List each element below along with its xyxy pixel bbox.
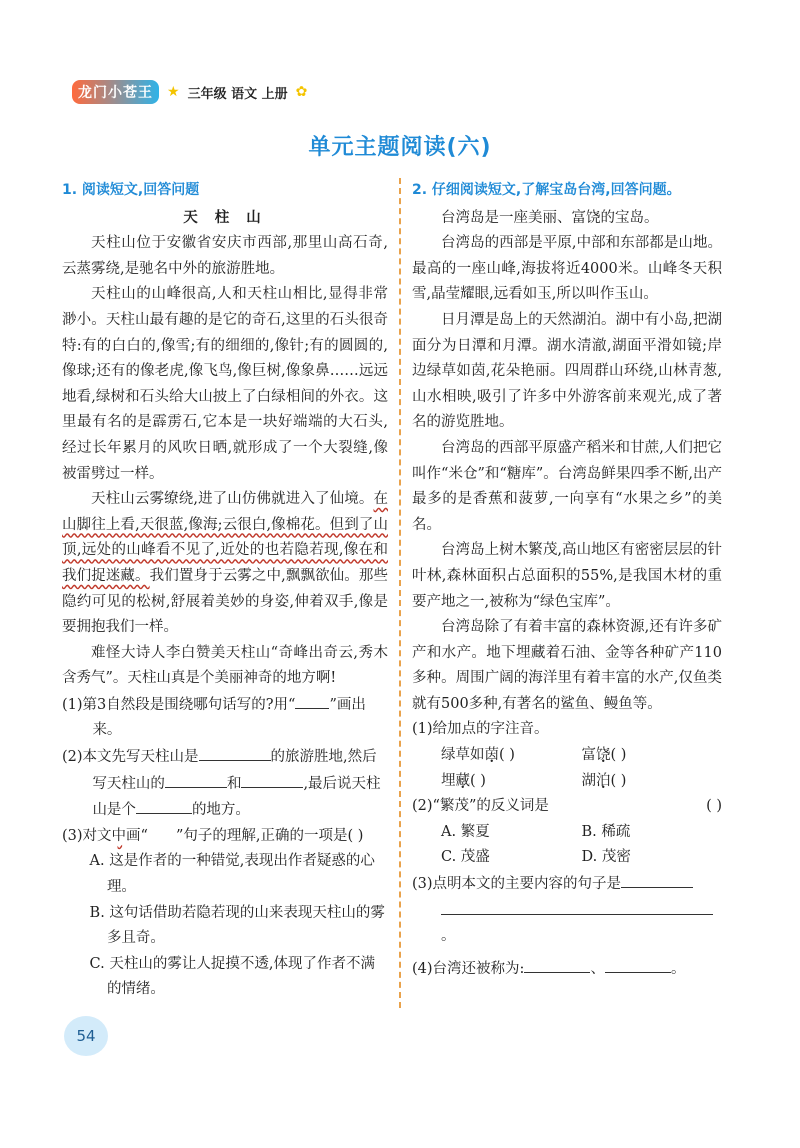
dotted-char: 藏	[455, 772, 470, 789]
question-2-3	[412, 871, 722, 898]
column-divider	[399, 178, 401, 1008]
q1-2-text-c: 和	[226, 775, 242, 792]
q2-2-paren[interactable]: ( )	[706, 798, 722, 815]
q1-1-text-end: ”画出来。	[92, 696, 366, 739]
answer-blank[interactable]	[136, 797, 192, 814]
answer-blank[interactable]	[621, 871, 693, 888]
pinyin-paren: ( )	[470, 772, 486, 789]
q2-2-text: (2)“繁茂”的反义词是	[412, 798, 549, 815]
taiwan-paragraph-5: 台湾岛上树木繁茂,高山地区有密密层层的针叶林,森林面积占总面积的55%,是我国木材的重要产地之一,被称为“绿色宝库”。	[412, 542, 722, 610]
q1-2-text-e: 的地方。	[191, 802, 250, 819]
option-b[interactable]: B. 这句话借助若隐若现的山来表现天柱山的雾多且奇。	[89, 904, 385, 947]
question-1-2	[62, 744, 388, 824]
taiwan-paragraph-6: 台湾岛除了有着丰富的森林资源,还有许多矿产和水产。地下埋藏着石油、金等各种矿产110多种。周围广阔的海洋里有着丰富的水产,仅鱼类就有500多种,有著名的鲨鱼、鳗鱼等。	[412, 619, 722, 712]
pinyin-word-pre: 湖	[581, 772, 596, 789]
q2-options-row-2	[412, 845, 722, 871]
question-2-1: (1)给加点的字注音。	[412, 721, 549, 738]
header	[72, 80, 307, 104]
pinyin-word-pre: 埋	[441, 772, 456, 789]
paragraph-2: 天柱山的山峰很高,人和天柱山相比,显得非常渺小。天柱山最有趣的是它的奇石,这里的石头很奇特:有的白白的,像雪;有的细细的,像针;有的圆圆的,像球;还有的像老虎,像飞鸟,像巨树,像象鼻……远远地看,绿树和石头给大山披上了白绿相间的外衣。这里最有名的是霹雳石,它本是一块好端端的大石头,经过长年累月的风吹日晒,就形成了一个大裂缝,像被雷劈过一样。	[62, 286, 388, 482]
answer-blank[interactable]	[165, 771, 227, 788]
pinyin-word-pre: 绿草如	[441, 747, 485, 764]
taiwan-paragraph-3: 日月潭是岛上的天然湖泊。湖中有小岛,把湖面分为日潭和月潭。湖水清澈,湖面平滑如镜;岸边绿草如茵,花朵艳丽。四周群山环绕,山林青葱,山水相映,吸引了许多中外游客前来观光,成了著名的游览胜地。	[412, 311, 722, 431]
option-c[interactable]: C. 茂盛	[441, 849, 490, 866]
q2-4-text: (4)台湾还被称为:	[412, 960, 525, 977]
underline-mark-blank[interactable]	[295, 692, 329, 709]
option-c[interactable]: C. 天柱山的雾让人捉摸不透,体现了作者不满的情绪。	[89, 955, 375, 998]
dotted-char: 饶	[596, 747, 611, 764]
pinyin-paren: ( )	[610, 747, 627, 764]
answer-blank[interactable]	[605, 956, 671, 973]
pinyin-item[interactable]	[582, 769, 723, 795]
taiwan-paragraph-2: 台湾岛的西部是平原,中部和东部都是山地。最高的一座山峰,海拔将近4000米。山峰冬天积雪,晶莹耀眼,远看如玉,所以叫作玉山。	[412, 235, 722, 303]
paragraph-4: 难怪大诗人李白赞美天柱山“奇峰出奇云,秀木含秀气”。天柱山真是个美丽神奇的地方啊!	[62, 644, 388, 687]
q2-4-end: 。	[670, 960, 686, 977]
grade-label: 三年级 语文 上册	[187, 86, 288, 102]
paragraph-1: 天柱山位于安徽省安庆市西部,那里山高石奇,云蒸雾绕,是驰名中外的旅游胜地。	[62, 235, 388, 277]
answer-blank[interactable]	[441, 898, 713, 915]
butterfly-icon: ✿	[295, 84, 308, 100]
option-a[interactable]: A. 这是作者的一种错觉,表现出作者疑惑的心理。	[89, 853, 375, 896]
taiwan-paragraph-1: 台湾岛是一座美丽、富饶的宝岛。	[441, 209, 659, 226]
passage-title: 天 柱 山	[183, 209, 267, 226]
answer-blank[interactable]	[524, 956, 590, 973]
q1-2-text-d: ,最后说天柱山是个	[92, 775, 381, 819]
dotted-char: 茵	[484, 747, 499, 764]
pinyin-item[interactable]	[441, 769, 582, 795]
q2-4-sep: 、	[590, 960, 605, 977]
option-d[interactable]: D. 茂密	[581, 849, 631, 866]
q2-options-row-1	[412, 820, 722, 846]
question-2-3-line	[441, 898, 722, 950]
q1-2-text-b: 的旅游胜地,然后写天柱山的	[92, 749, 377, 792]
star-icon: ★	[167, 84, 180, 100]
pinyin-row-2	[412, 769, 722, 795]
taiwan-paragraph-4: 台湾岛的西部平原盛产稻米和甘蔗,人们把它叫作“米仓”和“糖库”。台湾岛鲜果四季不断,出产最多的是香蕉和菠萝,一向享有“水果之乡”的美名。	[412, 439, 722, 533]
brand-logo: 龙门小苍王	[72, 80, 159, 104]
paragraph-3	[62, 487, 388, 641]
answer-blank[interactable]	[241, 771, 303, 788]
pinyin-item[interactable]	[441, 743, 582, 769]
paragraph-3-start: 天柱山云雾缭绕,进了山仿佛就进入了仙境。	[91, 491, 374, 508]
wavy-mark-sample	[148, 824, 176, 850]
pinyin-item[interactable]	[582, 743, 723, 769]
left-column	[62, 178, 388, 1003]
question-1-3	[62, 824, 388, 850]
answer-blank[interactable]	[199, 744, 271, 761]
option-a[interactable]: A. 繁夏	[441, 823, 490, 840]
question-2-heading: 2. 仔细阅读短文,了解宝岛台湾,回答问题。	[412, 182, 681, 198]
q1-3-text-b: ”句子的理解,正确的一项是( )	[175, 827, 364, 844]
q1-1-text: (1)第3自然段是围绕哪句话写的?用“	[62, 696, 296, 713]
right-column	[412, 178, 722, 982]
unit-title: 单元主题阅读(六)	[308, 135, 492, 160]
question-2-4	[412, 956, 722, 983]
paragraph-3-end: 我们置身于云雾之中,飘飘欲仙。那些隐约可见的松树,舒展着美妙的身姿,伸着双手,像是要拥抱我们一样。	[62, 567, 389, 636]
question-2-2	[412, 794, 722, 820]
q2-3-text: (3)点明本文的主要内容的句子是	[412, 876, 622, 893]
pinyin-word-pre: 富	[581, 747, 596, 764]
option-b[interactable]: B. 稀疏	[581, 823, 631, 840]
wavy-underlined-sentence: 在山脚往上看,天很蓝,像海;云很白,像棉花。但到了山顶,远处的山峰看不见了,近处的也若隐若现,像在和我们捉迷藏。	[62, 491, 388, 584]
q2-3-end: 。	[441, 928, 456, 945]
dotted-char: 泊	[596, 772, 611, 789]
pinyin-paren: ( )	[610, 772, 627, 789]
question-1-heading: 1. 阅读短文,回答问题	[62, 182, 200, 198]
q1-2-text-a: (2)本文先写天柱山是	[62, 749, 199, 766]
question-1-1	[62, 692, 388, 744]
page-number: 54	[64, 1016, 108, 1056]
pinyin-row-1	[412, 743, 722, 769]
q1-3-text-a: (3)对文中画“	[62, 827, 148, 844]
pinyin-paren: ( )	[499, 747, 515, 764]
